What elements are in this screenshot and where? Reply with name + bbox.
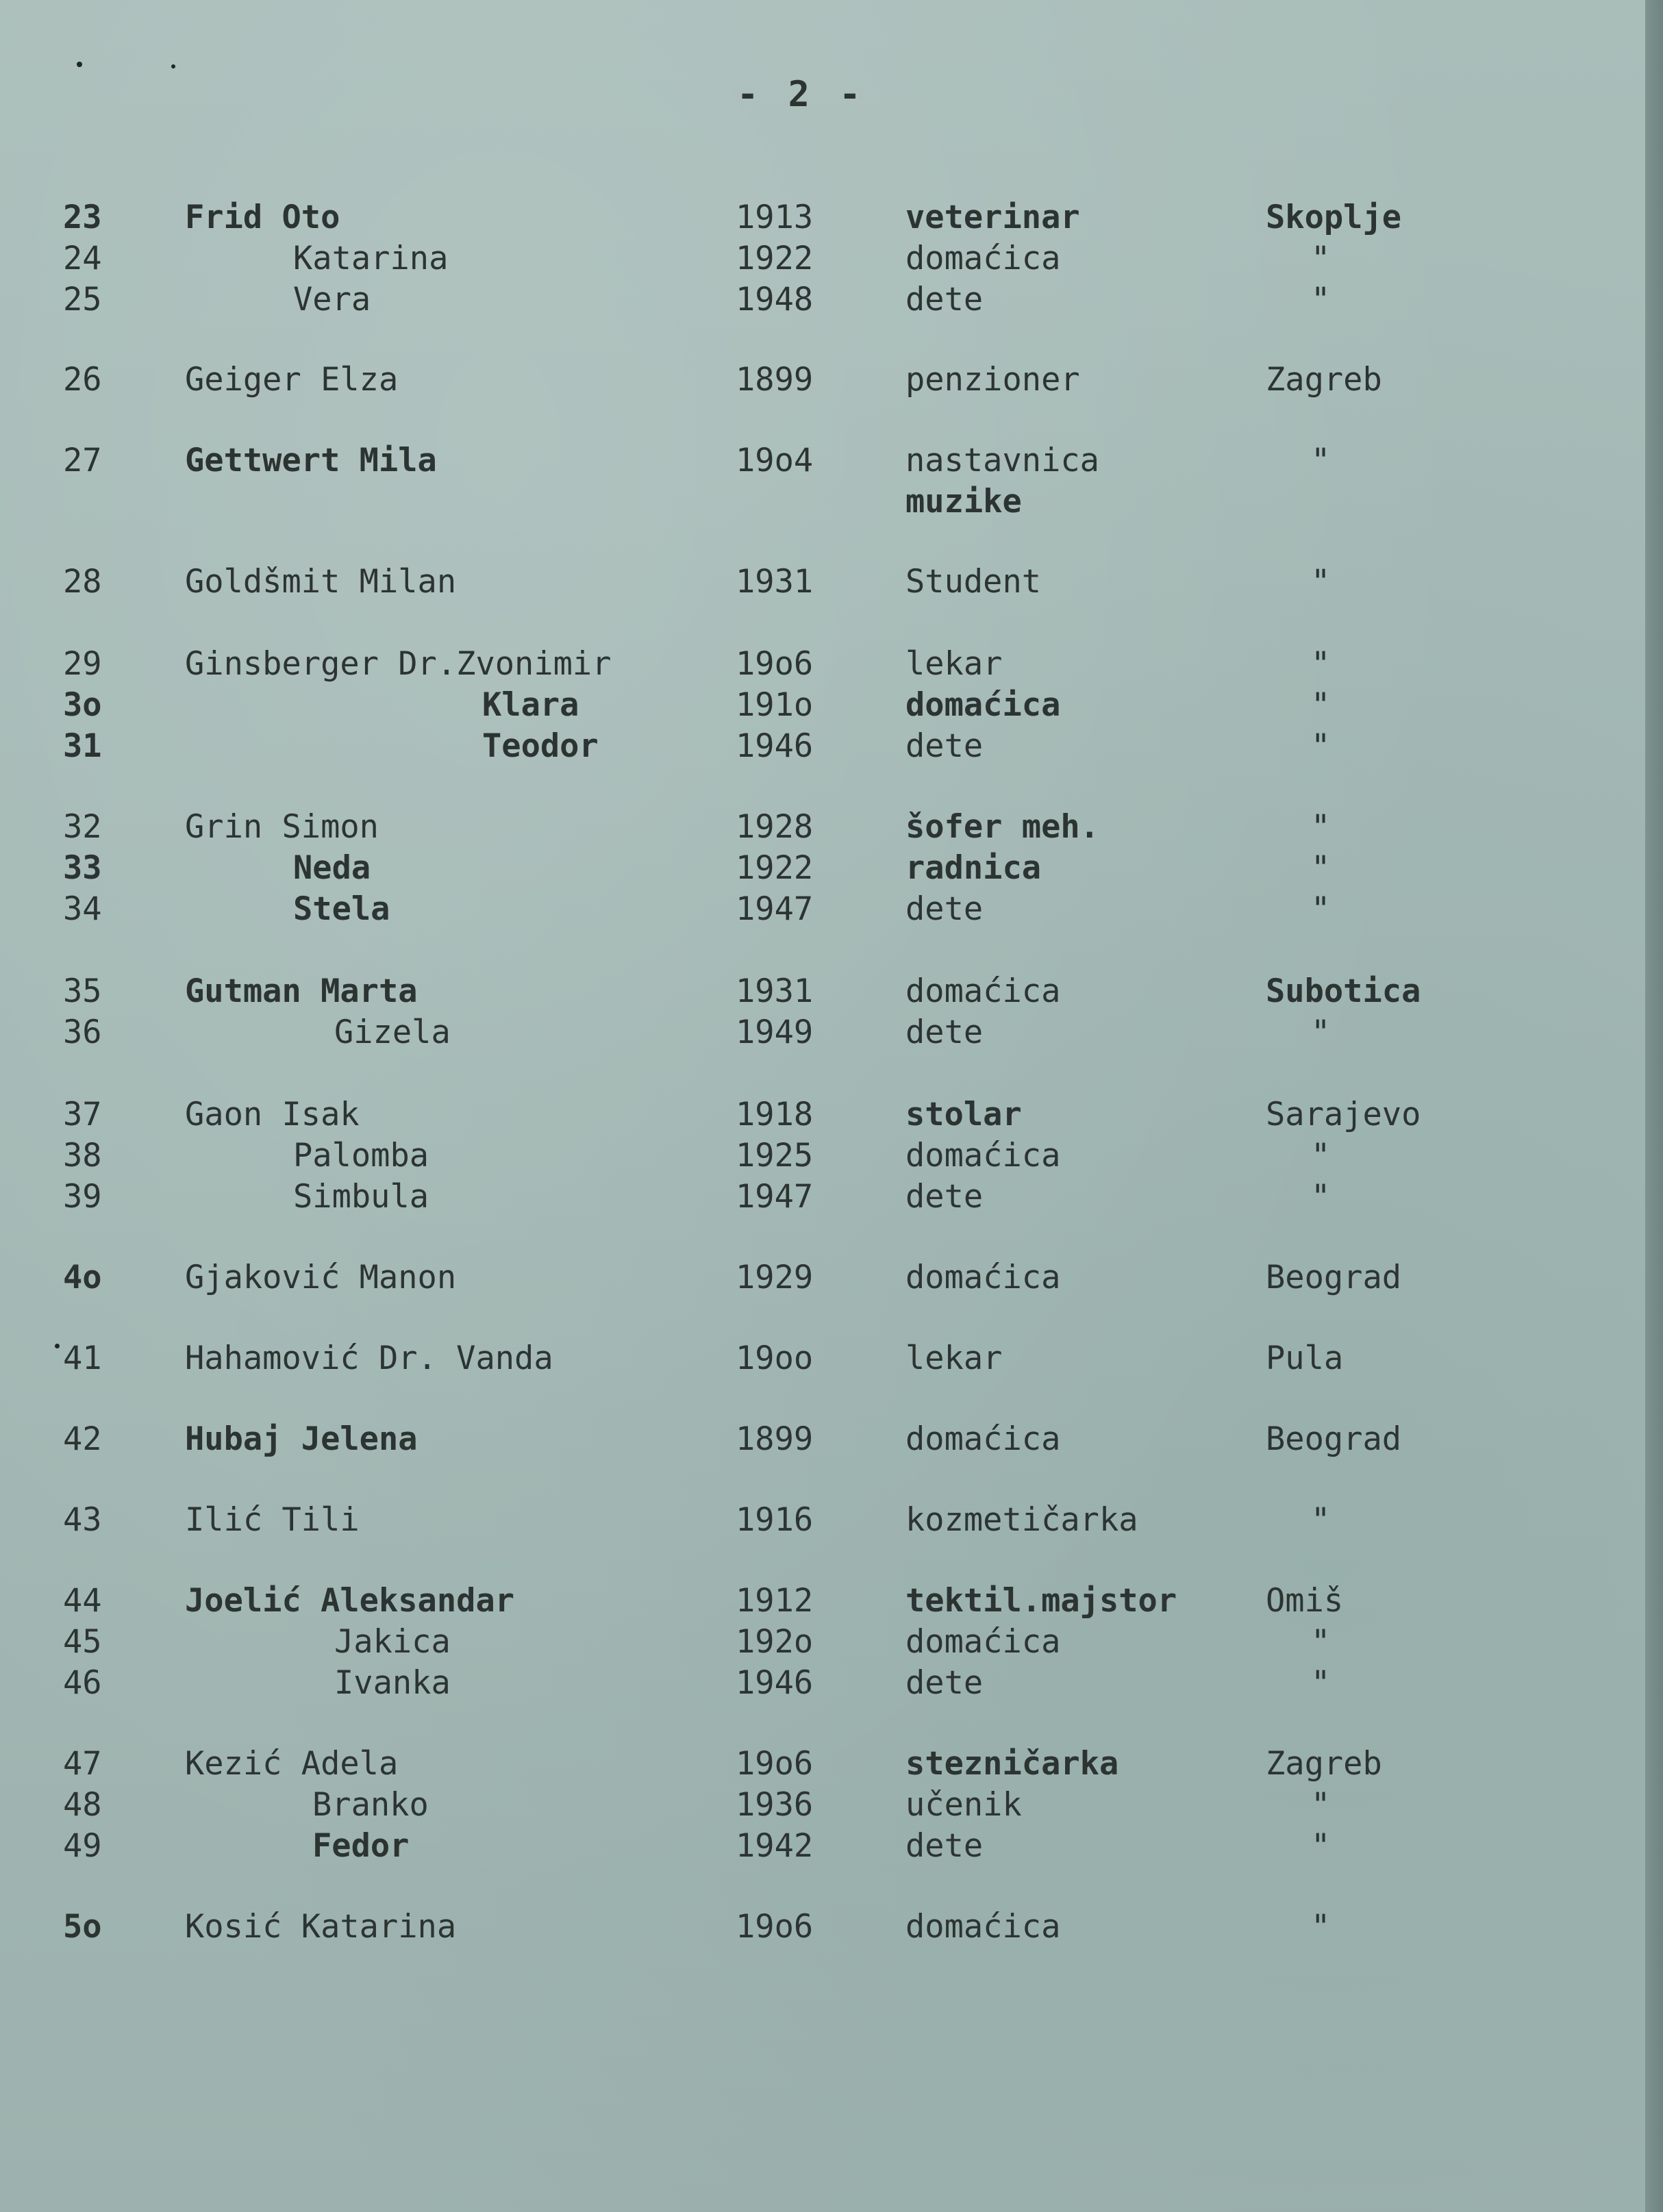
entry-name: Joelić Aleksandar: [185, 1582, 515, 1620]
entry-occupation: domaćica: [905, 972, 1061, 1010]
entry-city: Zagreb: [1266, 361, 1382, 399]
entry-city: Subotica: [1266, 972, 1421, 1010]
entry-number: 38: [63, 1137, 102, 1174]
entry-number: 34: [63, 890, 102, 928]
entry-number: 27: [63, 442, 102, 479]
entry-name: Kezić Adela: [185, 1745, 399, 1783]
entry-city: ": [1311, 808, 1331, 846]
entry-occupation: veterinar: [905, 199, 1080, 236]
entry-number: 48: [63, 1786, 102, 1824]
entry-name: Stela: [293, 890, 390, 928]
entry-name: Hahamović Dr. Vanda: [185, 1340, 553, 1377]
entry-year: 1899: [736, 1420, 814, 1458]
entry-city: Zagreb: [1266, 1745, 1382, 1783]
entry-year: 1946: [736, 1664, 814, 1702]
list-item-continuation: [0, 481, 1663, 523]
entry-number: 24: [63, 240, 102, 277]
entry-year: 1936: [736, 1786, 814, 1824]
entry-number: 39: [63, 1178, 102, 1216]
ink-speck: [77, 62, 82, 67]
entry-city: Beograd: [1266, 1420, 1402, 1458]
entry-name: Ivanka: [334, 1664, 451, 1702]
entry-city: Beograd: [1266, 1259, 1402, 1296]
list-item: [0, 1257, 1663, 1298]
list-item: [0, 197, 1663, 238]
entry-year: 1912: [736, 1582, 814, 1620]
list-item: [0, 1622, 1663, 1663]
entry-city: ": [1311, 563, 1331, 601]
list-item: [0, 1744, 1663, 1785]
entry-number: 25: [63, 281, 102, 318]
list-item: [0, 807, 1663, 848]
entry-name: Ginsberger Dr.Zvonimir: [185, 645, 612, 683]
entry-name: Gizela: [334, 1014, 451, 1051]
entry-occupation: učenik: [905, 1786, 1022, 1824]
entry-number: 28: [63, 563, 102, 601]
list-item: [0, 1785, 1663, 1826]
entry-name: Geiger Elza: [185, 361, 399, 399]
entry-year: 1947: [736, 890, 814, 928]
entry-occupation: dete: [905, 281, 984, 318]
entry-occupation: dete: [905, 727, 984, 765]
entry-city: ": [1311, 727, 1331, 765]
list-item: [0, 889, 1663, 930]
entry-city: ": [1311, 1827, 1331, 1865]
entry-name: Goldšmit Milan: [185, 563, 457, 601]
list-item: [0, 1663, 1663, 1704]
entry-name: Branko: [312, 1786, 429, 1824]
entry-name: Vera: [293, 281, 371, 318]
entry-occupation: nastavnica: [905, 442, 1099, 479]
entry-occupation: Student: [905, 563, 1042, 601]
list-item: [0, 238, 1663, 279]
entry-number: 4o: [63, 1259, 102, 1296]
entry-year: 1948: [736, 281, 814, 318]
entry-city: Skoplje: [1266, 199, 1402, 236]
entry-year: 19o6: [736, 645, 814, 683]
entry-city: ": [1311, 1014, 1331, 1051]
entry-year: 192o: [736, 1623, 814, 1661]
entry-city: ": [1311, 1623, 1331, 1661]
entry-occupation: domaćica: [905, 1137, 1061, 1174]
entry-year: 1916: [736, 1501, 814, 1539]
entry-city: Sarajevo: [1266, 1096, 1421, 1133]
entry-name: Gettwert Mila: [185, 442, 437, 479]
list-item: [0, 848, 1663, 889]
list-item: [0, 1581, 1663, 1622]
entry-number: 32: [63, 808, 102, 846]
entry-year: 1918: [736, 1096, 814, 1133]
entry-number: 41: [63, 1340, 102, 1377]
entry-occupation: domaćica: [905, 1420, 1061, 1458]
entry-city: ": [1311, 281, 1331, 318]
entry-year: 1928: [736, 808, 814, 846]
entry-occupation: šofer meh.: [905, 808, 1099, 846]
entry-year: 19o6: [736, 1745, 814, 1783]
entry-name: Grin Simon: [185, 808, 379, 846]
entry-number: 37: [63, 1096, 102, 1133]
entry-number: 3o: [63, 686, 102, 724]
entry-number: 44: [63, 1582, 102, 1620]
list-item: [0, 1094, 1663, 1135]
entry-occupation: kozmetičarka: [905, 1501, 1138, 1539]
entry-city: ": [1311, 1908, 1331, 1946]
entry-number: 36: [63, 1014, 102, 1051]
entry-occupation: dete: [905, 1014, 984, 1051]
entry-name: Frid Oto: [185, 199, 340, 236]
list-item: [0, 562, 1663, 603]
entry-city: Pula: [1266, 1340, 1344, 1377]
entry-number: 5o: [63, 1908, 102, 1946]
list-item: [0, 726, 1663, 767]
entry-year: 1922: [736, 849, 814, 887]
entry-occupation: dete: [905, 1664, 984, 1702]
entry-name: Katarina: [293, 240, 449, 277]
entry-year: 19oo: [736, 1340, 814, 1377]
list-item: [0, 440, 1663, 481]
entry-year: 1942: [736, 1827, 814, 1865]
entry-name: Neda: [293, 849, 371, 887]
entry-city: ": [1311, 645, 1331, 683]
entry-occupation: radnica: [905, 849, 1042, 887]
entry-number: 49: [63, 1827, 102, 1865]
entry-occupation: domaćica: [905, 686, 1061, 724]
list-item: [0, 1826, 1663, 1867]
list-item: [0, 1500, 1663, 1541]
entry-year: 1931: [736, 563, 814, 601]
entry-occupation: domaćica: [905, 240, 1061, 277]
entry-city: ": [1311, 890, 1331, 928]
entry-occupation: penzioner: [905, 361, 1080, 399]
entry-city: ": [1311, 1664, 1331, 1702]
entry-occupation: domaćica: [905, 1259, 1061, 1296]
entry-number: 31: [63, 727, 102, 765]
entry-number: 46: [63, 1664, 102, 1702]
list-item: [0, 1907, 1663, 1948]
entry-occupation: stezničarka: [905, 1745, 1119, 1783]
entry-year: 191o: [736, 686, 814, 724]
entry-city: ": [1311, 1137, 1331, 1174]
entry-occupation: domaćica: [905, 1908, 1061, 1946]
entry-number: 33: [63, 849, 102, 887]
list-item: [0, 1012, 1663, 1053]
entry-number: 47: [63, 1745, 102, 1783]
entry-city: ": [1311, 686, 1331, 724]
entry-year: 1925: [736, 1137, 814, 1174]
ink-speck: [171, 64, 175, 68]
entry-year: 1922: [736, 240, 814, 277]
entry-name: Hubaj Jelena: [185, 1420, 418, 1458]
entry-name: Ilić Tili: [185, 1501, 360, 1539]
list-item: [0, 685, 1663, 726]
entry-name: Palomba: [293, 1137, 429, 1174]
entry-occupation: stolar: [905, 1096, 1022, 1133]
entry-name: Gutman Marta: [185, 972, 418, 1010]
entry-city: ": [1311, 1178, 1331, 1216]
entry-year: 1949: [736, 1014, 814, 1051]
list-item: [0, 360, 1663, 401]
entry-number: 43: [63, 1501, 102, 1539]
entry-occupation: lekar: [905, 645, 1003, 683]
entry-name: Klara: [482, 686, 579, 724]
entry-city: ": [1311, 442, 1331, 479]
entry-name: Gaon Isak: [185, 1096, 360, 1133]
page-number: - 2 -: [737, 74, 865, 115]
entry-city: ": [1311, 849, 1331, 887]
entry-occupation: lekar: [905, 1340, 1003, 1377]
entry-year: 1929: [736, 1259, 814, 1296]
entry-name: Gjaković Manon: [185, 1259, 457, 1296]
entry-city: ": [1311, 240, 1331, 277]
entry-name: Kosić Katarina: [185, 1908, 457, 1946]
entry-occupation-cont: muzike: [905, 483, 1022, 520]
entry-year: 1913: [736, 199, 814, 236]
entry-number: 42: [63, 1420, 102, 1458]
entry-name: Jakica: [334, 1623, 451, 1661]
entry-occupation: dete: [905, 1827, 984, 1865]
entry-name: Simbula: [293, 1178, 429, 1216]
list-item: [0, 1135, 1663, 1177]
entry-city: ": [1311, 1786, 1331, 1824]
entry-year: 1947: [736, 1178, 814, 1216]
entry-occupation: dete: [905, 890, 984, 928]
entry-year: 19o6: [736, 1908, 814, 1946]
list-item: [0, 1338, 1663, 1379]
list-item: [0, 279, 1663, 321]
list-item: [0, 1419, 1663, 1460]
entry-city: ": [1311, 1501, 1331, 1539]
entry-name: Teodor: [482, 727, 599, 765]
entry-number: 29: [63, 645, 102, 683]
entry-occupation: domaćica: [905, 1623, 1061, 1661]
list-item: [0, 971, 1663, 1012]
entry-city: Omiš: [1266, 1582, 1344, 1620]
entry-occupation: tektil.majstor: [905, 1582, 1177, 1620]
entry-year: 1899: [736, 361, 814, 399]
entry-name: Fedor: [312, 1827, 410, 1865]
entry-year: 19o4: [736, 442, 814, 479]
entry-year: 1946: [736, 727, 814, 765]
list-item: [0, 644, 1663, 685]
entry-number: 45: [63, 1623, 102, 1661]
list-item: [0, 1177, 1663, 1218]
entry-year: 1931: [736, 972, 814, 1010]
entry-number: 35: [63, 972, 102, 1010]
entry-number: 26: [63, 361, 102, 399]
entry-occupation: dete: [905, 1178, 984, 1216]
entry-number: 23: [63, 199, 102, 236]
